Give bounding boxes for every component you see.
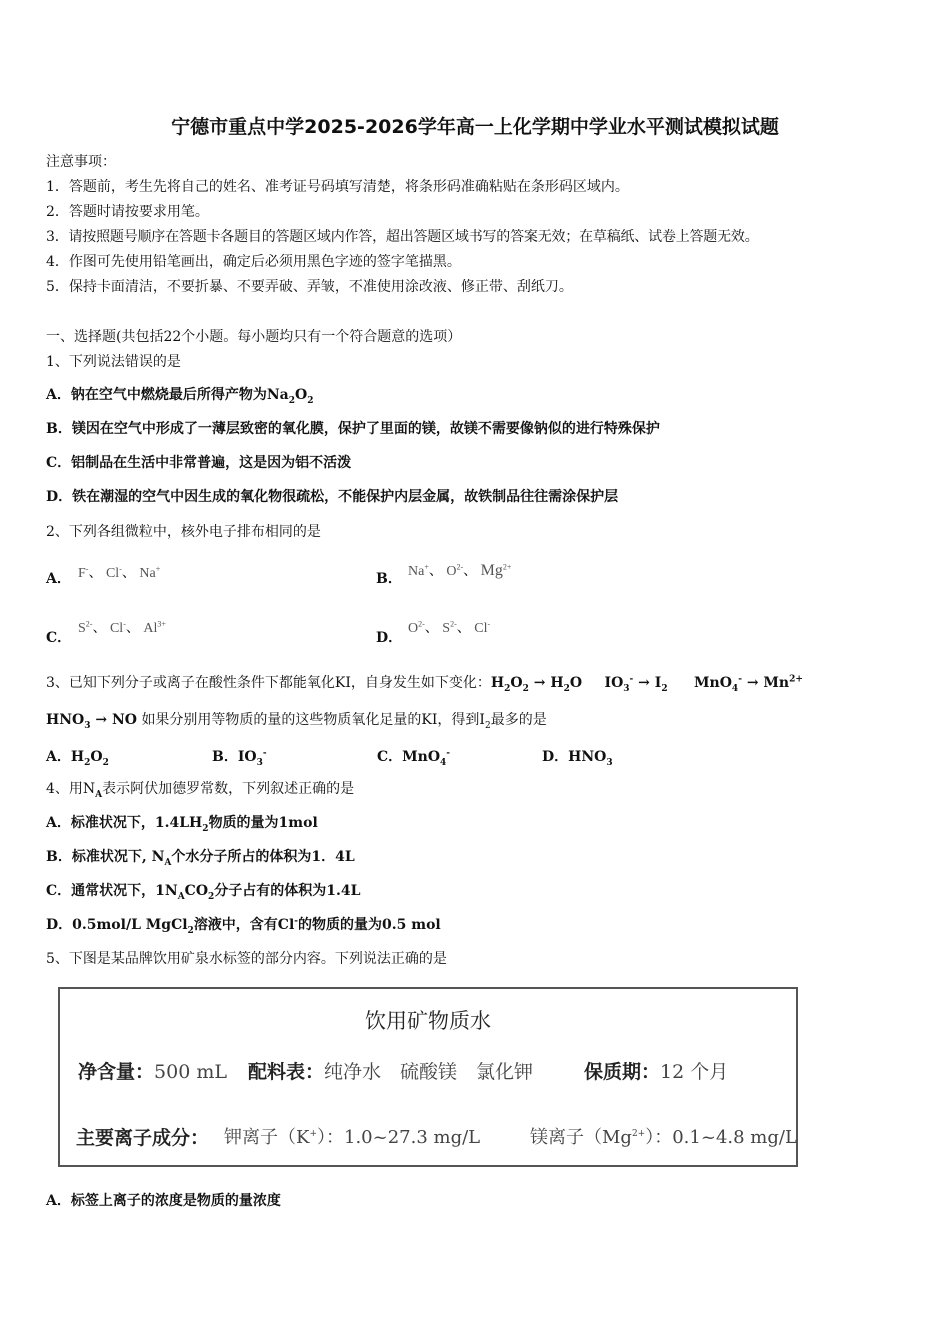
notice-heading: 注意事项：: [46, 154, 116, 170]
q4-option-d: D．0.5mol/L MgCl$_2$溶液中，含有Cl-的物质的量为0.5 mol: [46, 916, 441, 936]
notice-item: 5．保持卡面清洁，不要折暴、不要弄破、弄皱，不准使用涂改液、修正带、刮纸刀。: [46, 279, 573, 295]
exam-title: 宁德市重点中学2025-2026学年高一上化学期中学业水平测试模拟试题: [171, 116, 779, 138]
q2-option-d-ions: $O^{2-}$、 $S^{2-}$、 Cl-: [408, 619, 491, 636]
notice-item: 2．答题时请按要求用笔。: [46, 204, 209, 220]
q2-option-c-ions: $S^{2-}$、 Cl-、 $Al^{3+}$: [78, 619, 166, 636]
q2-option-a-ions: F-、 Cl-、 Na+: [78, 564, 161, 581]
q4-option-a: A．标准状况下，$1.4LH_2$物质的量为1mol: [46, 815, 318, 834]
section-heading: 一、选择题(共包括22个小题。每小题均只有一个符合题意的选项）: [46, 329, 462, 345]
q1-option-c: C．铝制品在生活中非常普遍，这是因为铝不活泼: [46, 455, 352, 471]
q5-option-a: A．标签上离子的浓度是物质的量浓度: [46, 1193, 281, 1209]
q3-option-c: C．MnO$_4$-: [377, 748, 451, 768]
label-ion-heading: 主要离子成分：: [76, 1127, 210, 1149]
q2-option-b-label: B．: [376, 571, 402, 587]
label-magnesium: 镁离子$(Mg^{2+})$：0.1~4.8 mg/L: [530, 1127, 797, 1148]
q4-stem: 4、用$N_A$表示阿伏加德罗常数，下列叙述正确的是: [46, 781, 355, 800]
notice-item: 4．作图可先使用铅笔画出，确定后必须用黑色字迹的签字笔描黑。: [46, 254, 461, 270]
notice-item: 1．答题前，考生先将自己的姓名、准考证号码填写清楚，将条形码准确粘贴在条形码区域内。: [46, 179, 629, 195]
q3-option-a: A．$H_2O_2$: [46, 749, 109, 768]
q4-option-c: C．通常状况下，$1N_ACO_2$分子占有的体积为1.4L: [46, 883, 361, 902]
q2-option-d-label: D．: [376, 630, 403, 646]
q5-stem: 5、下图是某品牌饮用矿泉水标签的部分内容。下列说法正确的是: [46, 951, 447, 967]
label-net-content: 净含量：500 mL: [78, 1061, 227, 1083]
q3-option-d: D．$HNO_3$: [542, 749, 613, 768]
label-potassium: 钾离子（K+）：1.0~27.3 mg/L: [224, 1127, 481, 1148]
q1-stem: 1、下列说法错误的是: [46, 354, 181, 370]
q2-option-c-label: C．: [46, 630, 72, 646]
q1-option-a: A．钠在空气中燃烧最后所得产物为$Na_2O_2$: [46, 387, 314, 406]
q2-option-a-label: A．: [46, 571, 71, 587]
label-shelf-life: 保质期：12 个月: [584, 1061, 729, 1083]
q2-stem: 2、下列各组微粒中，核外电子排布相同的是: [46, 524, 321, 540]
label-ingredients: 配料表：纯净水 硫酸镁 氯化钾: [248, 1061, 534, 1083]
q3-stem-line2: $HNO_3$ → NO 如果分别用等物质的量的这些物质氧化足量的KI，得到$I_2$最多的是: [46, 712, 547, 731]
q4-option-b: B．标准状况下, $N_A$个水分子所占的体积为1．4L: [46, 849, 355, 868]
notice-item: 3．请按照题号顺序在答题卡各题目的答题区域内作答，超出答题区域书写的答案无效；在草稿纸、试卷上答题无效。: [46, 229, 759, 245]
q1-option-b: B．镁因在空气中形成了一薄层致密的氧化膜，保护了里面的镁，故镁不需要像钠似的进行特殊保护: [46, 421, 660, 437]
q3-option-b: B．$IO_3^-$: [212, 748, 267, 768]
q3-stem: 3、已知下列分子或离子在酸性条件下都能氧化KI，自身发生如下变化：$H_2O_2 \to H_2O$ $IO_3^- \to I_2$ $MnO_4^- \to Mn^{2+}$: [46, 674, 803, 694]
label-title: 饮用矿物质水: [365, 1009, 491, 1033]
q2-option-b-ions: Na+、 $O^{2-}$、 $Mg^{2+}$: [408, 562, 512, 579]
mineral-water-label: [58, 987, 798, 1167]
q1-option-d: D．铁在潮湿的空气中因生成的氧化物很疏松，不能保护内层金属，故铁制品往往需涂保护层: [46, 489, 619, 505]
